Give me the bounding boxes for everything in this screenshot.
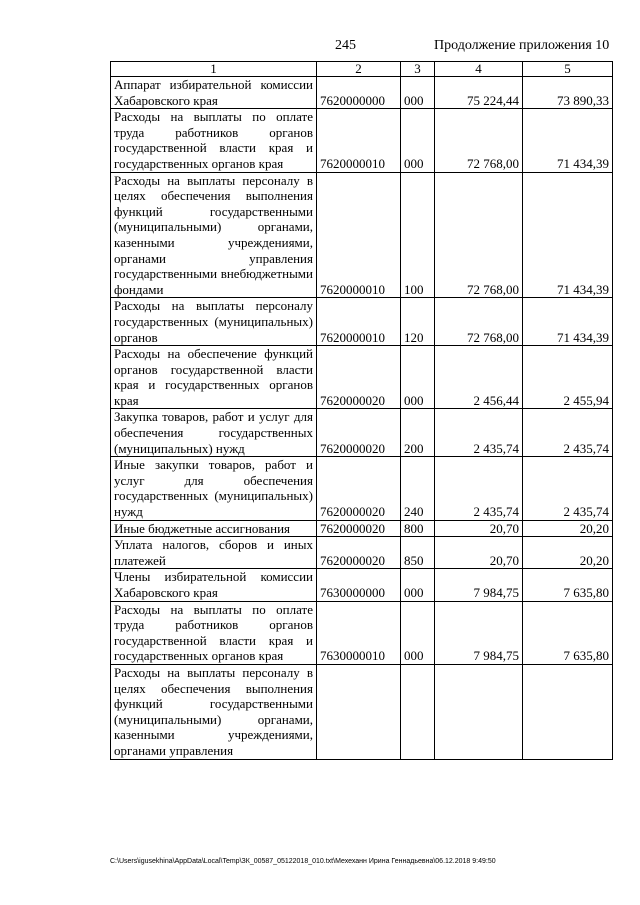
page-number: 245: [335, 38, 356, 53]
row-value-2018-cell: 2 455,94: [523, 346, 613, 409]
row-name-cell: Иные бюджетные ассигнования: [111, 520, 317, 537]
row-vr-cell: 000: [401, 601, 435, 664]
row-code-cell: 7620000020: [317, 457, 401, 520]
row-vr-cell: 800: [401, 520, 435, 537]
row-name-cell: Расходы на выплаты персоналу в целях обеспечения выполнения функций государственными (муниципальными) органами, казенными учреждениями, органами управления: [111, 664, 317, 759]
row-vr-cell: 100: [401, 172, 435, 298]
column-header: 3: [401, 62, 435, 77]
table-row: [111, 109, 613, 172]
column-header: 5: [523, 62, 613, 77]
row-vr-cell: 120: [401, 298, 435, 346]
row-value-2018-cell: 71 434,39: [523, 298, 613, 346]
row-value-2017-cell: 2 435,74: [435, 457, 523, 520]
table-row: [111, 346, 613, 409]
table-row: [111, 520, 613, 537]
row-vr-cell: 240: [401, 457, 435, 520]
table-row: [111, 409, 613, 457]
row-name-cell: Расходы на выплаты персоналу в целях обеспечения выполнения функций государственными (муниципальными) органами, казенными учреждениями, органами управления государственными внебюджетными фондами: [111, 172, 317, 298]
row-value-2018-cell: [523, 664, 613, 759]
continuation-title: Продолжение приложения 10: [434, 38, 610, 53]
column-header: 2: [317, 62, 401, 77]
table-header-row: [111, 62, 613, 77]
row-value-2017-cell: 20,70: [435, 537, 523, 569]
row-value-2018-cell: 71 434,39: [523, 109, 613, 172]
column-header: 1: [111, 62, 317, 77]
row-value-2018-cell: 20,20: [523, 520, 613, 537]
row-value-2018-cell: 20,20: [523, 537, 613, 569]
row-vr-cell: 000: [401, 569, 435, 601]
row-code-cell: 7620000010: [317, 172, 401, 298]
row-vr-cell: 200: [401, 409, 435, 457]
row-code-cell: 7620000020: [317, 409, 401, 457]
row-value-2017-cell: 72 768,00: [435, 298, 523, 346]
row-code-cell: 7630000000: [317, 569, 401, 601]
row-name-cell: Закупка товаров, работ и услуг для обеспечения государственных (муниципальных) нужд: [111, 409, 317, 457]
row-vr-cell: 000: [401, 346, 435, 409]
row-name-cell: Расходы на обеспечение функций органов государственной власти края и государственных органов края: [111, 346, 317, 409]
row-code-cell: 7620000010: [317, 109, 401, 172]
row-value-2017-cell: 72 768,00: [435, 109, 523, 172]
row-value-2018-cell: 2 435,74: [523, 457, 613, 520]
row-vr-cell: 000: [401, 77, 435, 109]
row-value-2017-cell: 7 984,75: [435, 601, 523, 664]
row-value-2017-cell: 2 435,74: [435, 409, 523, 457]
row-vr-cell: 000: [401, 109, 435, 172]
row-code-cell: 7630000010: [317, 601, 401, 664]
row-code-cell: 7620000020: [317, 346, 401, 409]
row-value-2017-cell: 20,70: [435, 520, 523, 537]
row-name-cell: Аппарат избирательной комиссии Хабаровского края: [111, 77, 317, 109]
row-vr-cell: 850: [401, 537, 435, 569]
row-value-2018-cell: 7 635,80: [523, 601, 613, 664]
row-value-2018-cell: 2 435,74: [523, 409, 613, 457]
row-value-2018-cell: 7 635,80: [523, 569, 613, 601]
row-vr-cell: [401, 664, 435, 759]
row-name-cell: Расходы на выплаты по оплате труда работников органов государственной власти края и государственных органов края: [111, 601, 317, 664]
row-value-2018-cell: 73 890,33: [523, 77, 613, 109]
table-row: [111, 457, 613, 520]
file-path-footer: C:\Users\igusekhina\AppData\Local\Temp\ЗК_00587_05122018_010.txt\Мехеханн Ирина Геннадьевна\06.12.2018 9:49:50: [110, 858, 496, 865]
row-value-2017-cell: 7 984,75: [435, 569, 523, 601]
row-name-cell: Уплата налогов, сборов и иных платежей: [111, 537, 317, 569]
row-value-2017-cell: 72 768,00: [435, 172, 523, 298]
table-row: [111, 537, 613, 569]
row-value-2017-cell: [435, 664, 523, 759]
table-row: [111, 601, 613, 664]
column-header: 4: [435, 62, 523, 77]
row-value-2017-cell: 2 456,44: [435, 346, 523, 409]
table-row: [111, 664, 613, 759]
row-name-cell: Расходы на выплаты персоналу государственных (муниципальных) органов: [111, 298, 317, 346]
row-name-cell: Члены избирательной комиссии Хабаровского края: [111, 569, 317, 601]
row-code-cell: 7620000010: [317, 298, 401, 346]
row-code-cell: [317, 664, 401, 759]
table-row: [111, 172, 613, 298]
budget-table: [110, 61, 613, 760]
table-row: [111, 298, 613, 346]
row-code-cell: 7620000020: [317, 537, 401, 569]
row-name-cell: Иные закупки товаров, работ и услуг для обеспечения государственных (муниципальных) нужд: [111, 457, 317, 520]
row-value-2018-cell: 71 434,39: [523, 172, 613, 298]
table-row: [111, 569, 613, 601]
row-name-cell: Расходы на выплаты по оплате труда работников органов государственной власти края и государственных органов края: [111, 109, 317, 172]
row-code-cell: 7620000020: [317, 520, 401, 537]
table-row: [111, 77, 613, 109]
row-value-2017-cell: 75 224,44: [435, 77, 523, 109]
row-code-cell: 7620000000: [317, 77, 401, 109]
